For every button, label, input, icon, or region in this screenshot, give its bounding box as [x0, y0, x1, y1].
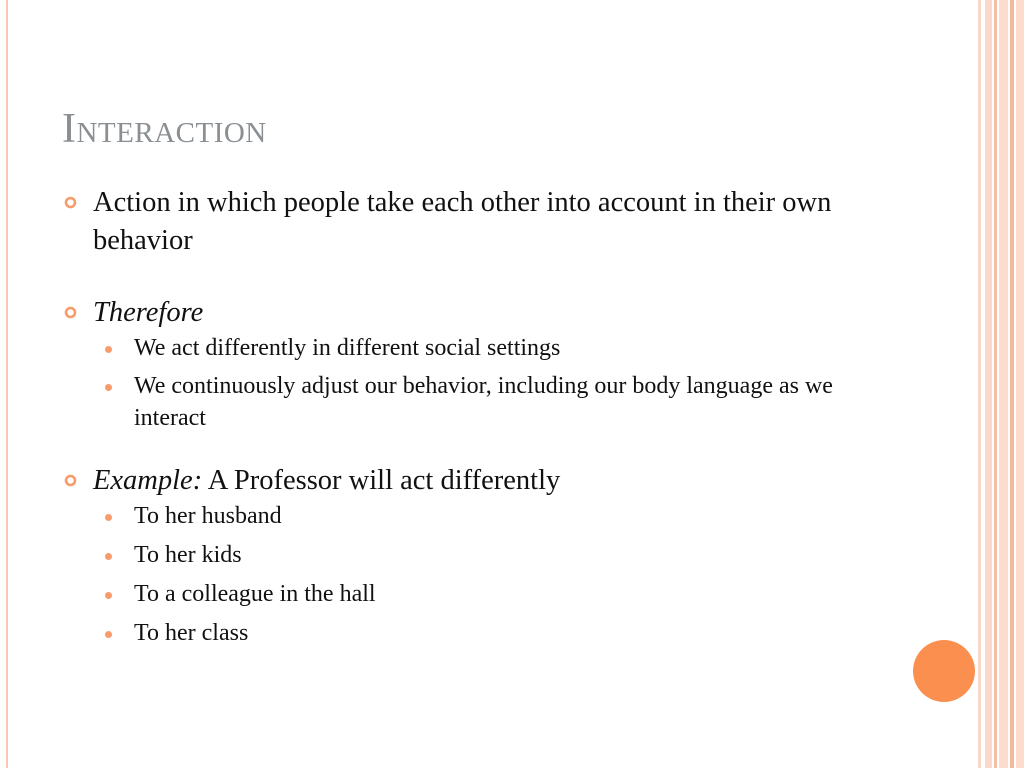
bullet-item: [62, 184, 862, 260]
sub-bullet-text: We continuously adjust our behavior, including our body language as we interact: [134, 373, 833, 431]
filled-dot-bullet-icon: [105, 384, 112, 391]
sub-bullet-item: [62, 500, 862, 532]
filled-dot-bullet-icon: [105, 553, 112, 560]
bullet-text: A Professor will act differently: [202, 465, 561, 496]
filled-dot-bullet-icon: [105, 346, 112, 353]
sub-bullet-item: [62, 617, 862, 649]
bullet-item: [62, 294, 862, 332]
right-stripe: [1010, 0, 1014, 768]
open-circle-bullet-icon: [64, 306, 77, 319]
filled-dot-bullet-icon: [105, 514, 112, 521]
right-stripe: [999, 0, 1008, 768]
left-border-line: [6, 0, 8, 768]
sub-bullet-text: To her husband: [134, 503, 282, 529]
bullet-text: Therefore: [93, 297, 204, 328]
right-stripe: [985, 0, 992, 768]
sub-bullet-text: To a colleague in the hall: [134, 581, 376, 607]
filled-dot-bullet-icon: [105, 592, 112, 599]
right-stripe: [978, 0, 981, 768]
slide-content: [62, 184, 862, 649]
slide-title: Interaction: [62, 106, 267, 152]
right-stripe: [994, 0, 997, 768]
right-stripe: [1016, 0, 1024, 768]
bullet-item: [62, 462, 862, 500]
open-circle-bullet-icon: [64, 474, 77, 487]
sub-bullet-item: [62, 370, 862, 434]
sub-bullet-text: We act differently in different social settings: [134, 335, 561, 361]
bullet-label: Example:: [93, 465, 203, 496]
sub-bullet-text: To her class: [134, 620, 249, 646]
filled-dot-bullet-icon: [105, 631, 112, 638]
sub-bullet-item: [62, 539, 862, 571]
open-circle-bullet-icon: [64, 196, 77, 209]
decorative-circle: [913, 640, 975, 702]
bullet-text: Action in which people take each other into account in their own behavior: [93, 187, 832, 256]
sub-bullet-item: [62, 578, 862, 610]
sub-bullet-item: [62, 332, 862, 364]
sub-bullet-text: To her kids: [134, 542, 242, 568]
